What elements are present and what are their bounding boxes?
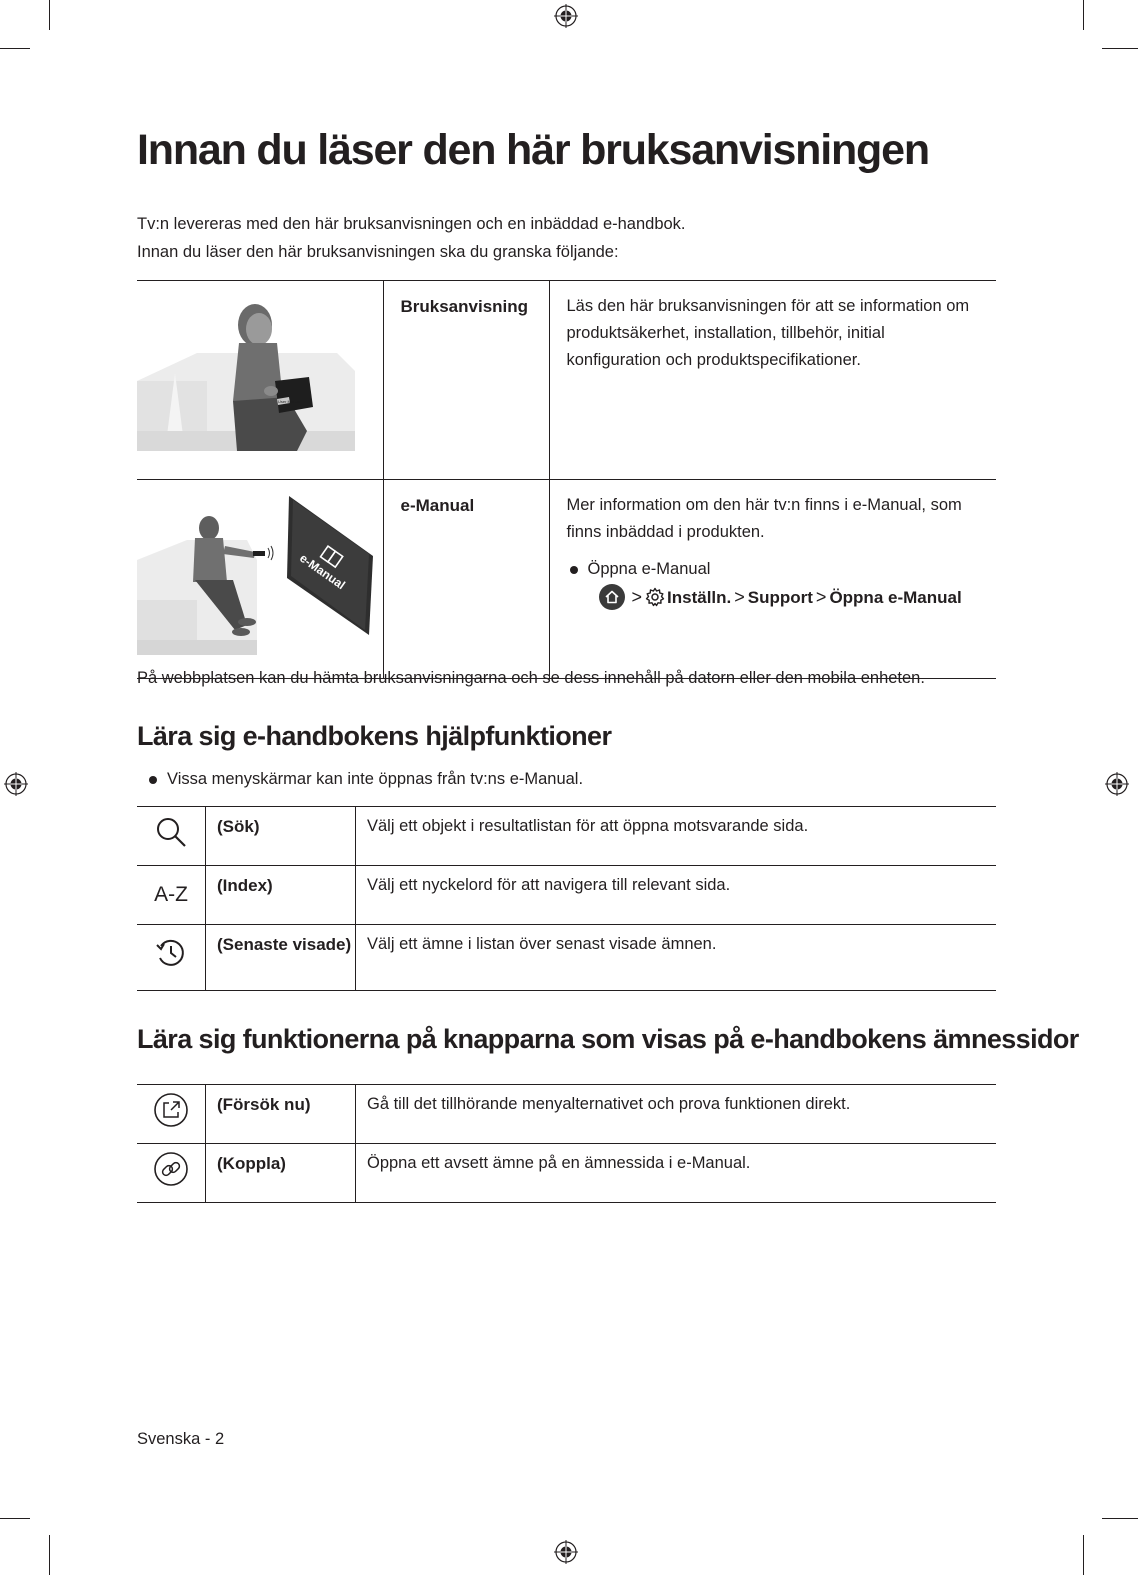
manual-description: Läs den här bruksanvisningen för att se information om produktsäkerhet, installation, tillbehör, initial konfiguration och produktspecifikationer. xyxy=(549,281,996,480)
path-separator: > xyxy=(631,586,643,607)
manuals-table xyxy=(137,280,996,679)
section-heading: Lära sig funktionerna på knapparna som visas på e-handbokens ämnessidor xyxy=(137,1024,1079,1054)
function-label: (Index) xyxy=(206,866,356,925)
home-icon xyxy=(598,583,626,611)
web-note: På webbplatsen kan du hämta bruksanvisningarna och se dess innehåll på datorn eller den mobila enheten. xyxy=(137,669,925,687)
link-icon xyxy=(153,1151,189,1187)
try-now-icon xyxy=(153,1092,189,1128)
manual-illustration-cell xyxy=(137,480,383,679)
path-separator: > xyxy=(815,586,827,607)
a-z-icon: A-Z xyxy=(154,882,188,906)
topic-buttons-table xyxy=(137,1084,996,1203)
crop-mark xyxy=(49,1535,50,1575)
icon-cell xyxy=(137,925,206,991)
bullet-dot-icon xyxy=(570,566,578,574)
registration-mark-icon xyxy=(554,4,578,28)
crop-mark xyxy=(1083,1535,1084,1575)
note-text: Vissa menyskärmar kan inte öppnas från tv:ns e-Manual. xyxy=(167,770,584,788)
icon-cell xyxy=(137,807,206,866)
menu-path xyxy=(598,583,977,611)
page-footer: Svenska - 2 xyxy=(137,1430,225,1448)
crop-mark xyxy=(0,1518,30,1519)
crop-mark xyxy=(49,0,50,30)
table-row xyxy=(137,1144,996,1203)
crop-mark xyxy=(1102,48,1138,49)
function-label: (Sök) xyxy=(206,807,356,866)
function-description: Välj ett objekt i resultatlistan för att öppna motsvarande sida. xyxy=(356,807,997,866)
bullet-item xyxy=(567,556,977,583)
manual-name: e-Manual xyxy=(383,480,549,679)
gear-icon xyxy=(645,587,665,607)
registration-mark-icon xyxy=(1105,772,1129,796)
section-heading: Lära sig e-handbokens hjälpfunktioner xyxy=(137,721,612,751)
intro-line: Tv:n levereras med den här bruksanvisningen och en inbäddad e-handbok. xyxy=(137,215,686,233)
path-separator: > xyxy=(734,586,745,607)
manual-description: Mer information om den här tv:n finns i e-Manual, som finns inbäddad i produkten. xyxy=(566,496,962,541)
svg-text:User Manual: User Manual xyxy=(278,399,301,404)
registration-mark-icon xyxy=(554,1540,578,1564)
history-icon xyxy=(154,936,188,970)
manual-illustration-cell xyxy=(137,281,383,480)
manual-row xyxy=(137,480,996,679)
path-support: Support xyxy=(747,587,813,607)
manual-name: Bruksanvisning xyxy=(383,281,549,480)
manual-description-cell xyxy=(549,480,996,679)
svg-text:e-Manual: e-Manual xyxy=(297,550,348,593)
path-open-emanual: Öppna e-Manual xyxy=(829,587,962,607)
table-row xyxy=(137,866,996,925)
intro-line: Innan du läser den här bruksanvisningen ska du granska följande: xyxy=(137,243,619,261)
search-icon xyxy=(154,815,188,849)
table-row xyxy=(137,807,996,866)
path-settings: Inställn. xyxy=(667,587,732,607)
function-description: Välj ett ämne i listan över senast visade ämnen. xyxy=(356,925,997,991)
icon-cell xyxy=(137,1144,206,1203)
bullet-text: Öppna e-Manual xyxy=(587,560,711,578)
bullet-dot-icon xyxy=(149,776,157,784)
function-label: (Försök nu) xyxy=(206,1085,356,1144)
section-note xyxy=(137,770,583,789)
help-functions-table xyxy=(137,806,996,991)
crop-mark xyxy=(1102,1518,1138,1519)
table-row xyxy=(137,1085,996,1144)
person-reading-manual-illustration xyxy=(137,281,383,470)
table-row xyxy=(137,925,996,991)
manual-row xyxy=(137,281,996,480)
function-label: (Senaste visade) xyxy=(206,925,356,991)
function-description: Välj ett nyckelord för att navigera till relevant sida. xyxy=(356,866,997,925)
function-description: Gå till det tillhörande menyalternativet och prova funktionen direkt. xyxy=(356,1085,997,1144)
function-description: Öppna ett avsett ämne på en ämnessida i e-Manual. xyxy=(356,1144,997,1203)
icon-cell xyxy=(137,866,206,925)
function-label: (Koppla) xyxy=(206,1144,356,1203)
registration-mark-icon xyxy=(4,772,28,796)
person-watching-tv-illustration xyxy=(137,480,383,669)
crop-mark xyxy=(0,48,30,49)
icon-cell xyxy=(137,1085,206,1144)
crop-mark xyxy=(1083,0,1084,30)
page-title: Innan du läser den här bruksanvisningen xyxy=(137,126,929,174)
